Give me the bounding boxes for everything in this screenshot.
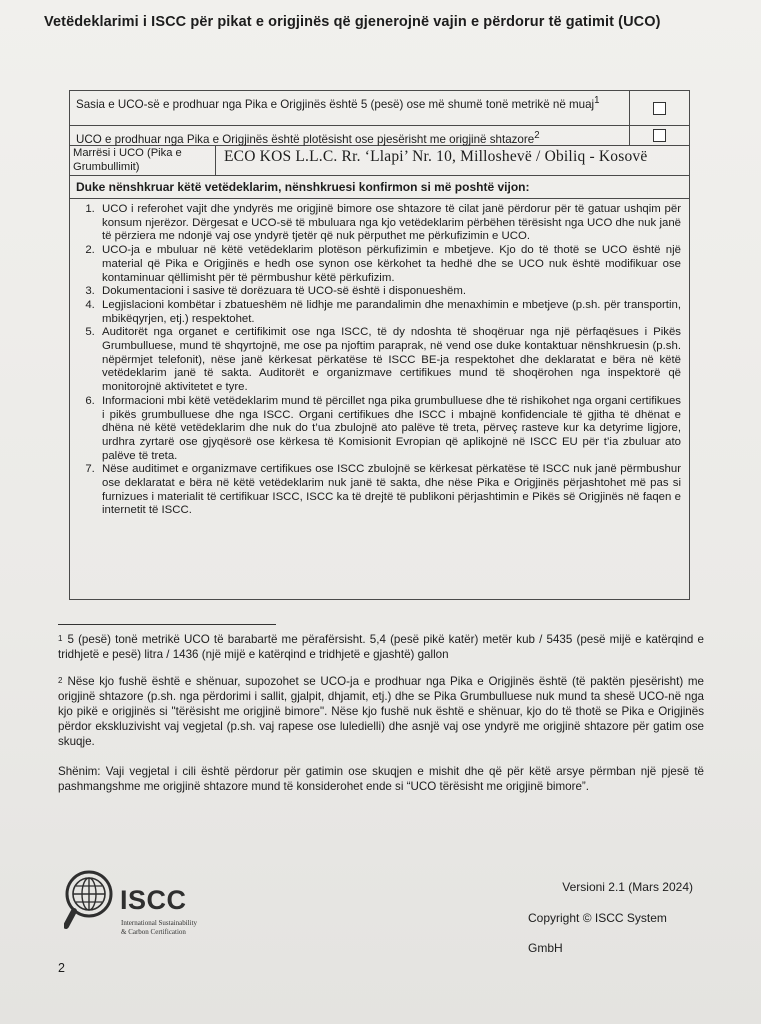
iscc-logo bbox=[64, 868, 214, 940]
magnifier-globe-icon bbox=[64, 868, 124, 938]
footnote-ref-2: 2 bbox=[534, 130, 540, 141]
collector-value-field[interactable]: ECO KOS L.L.C. Rr. ‘Llapi’ Nr. 10, Milloshevë / Obiliq - Kosovë bbox=[224, 148, 648, 165]
logo-wordmark: ISCC bbox=[120, 885, 187, 915]
list-item: 7. Nëse auditimet e organizmave certifikues ose ISCC zbulojnë se kërkesat përkatëse të ISCC nuk janë përmbushur ose deklaratat e bëra në këtë vetëdeklarim nuk janë të sakta, dhe nëse Pika e Origjinës përjashtohet më pas si furnizues i materialit të certifikuar ISCC, ISCC ka të drejtë të publikoni përjashtimin e Pikës së Origjinës në faqen e internetit të ISCC. bbox=[98, 463, 681, 518]
collector-row bbox=[70, 146, 689, 176]
footnote-2-text: Nëse kjo fushë është e shënuar, supozohet se UCO-ja e prodhuar nga Pika e Origjinës është (të paktën pjesërisht) me origjinë shtazore (p.sh. nga përdorimi i sallit, gjalpit, dhjamit, etj.) dhe se Pika Grumbulluese nuk mund ta shesë UCO-në nga kjo pikë e origjinës si "tërësisht me origjinë bimore". Nëse kjo fushë nuk është e shënuar, kjo do të thotë se Pika e Origjinës përdor ekskluzivisht vaj vegjetal (p.sh. vaj rapese ose luledielli) dhe asnjë vaj ose yndyrë me origjinë shtazore për gatim ose skuqje. bbox=[58, 675, 704, 748]
logo-subtitle-1: International Sustainability bbox=[121, 919, 198, 927]
collector-label: Marrësi i UCO (Pika e Grumbullimit) bbox=[70, 146, 216, 175]
question-row-1 bbox=[70, 91, 689, 126]
list-item: 4. Legjislacioni kombëtar i zbatueshëm në lidhje me parandalimin dhe menaxhimin e mbetjeve (p.sh. për transportin, mbikëqyrjen, etj.) respektohet. bbox=[98, 299, 681, 326]
company-suffix: GmbH bbox=[528, 941, 563, 955]
monthly-volume-checkbox[interactable] bbox=[653, 102, 666, 115]
footnote-separator bbox=[58, 624, 276, 625]
question-1 bbox=[70, 91, 630, 125]
footnote-1-mark: 1 bbox=[58, 634, 63, 643]
question-row-2 bbox=[70, 126, 689, 146]
note-paragraph: Shënim: Vaji vegjetal i cili është përdorur për gatimin ose skuqjen e mishit dhe që për këtë arsye përmban një pjesë të pashmangshme me origjinë shtazore mund të konsiderohet ende si “UCO tërësisht me origjinë bimore”. bbox=[58, 765, 704, 793]
list-item: 5. Auditorët nga organet e certifikimit ose nga ISCC, të dy ndoshta të shoqëruar nga një përfaqësues i Pikës Grumbulluese, mund të shqyrtojnë, me ose pa njoftim paraprak, në vend ose duke kontaktuar nënshkruesin (p.sh. nëpërmjet telefonit), nëse janë kërkesat përkatëse të ISCC BE-ja respektohet dhe deklaratat e bëra në këtë vetëdeklarim janë të sakta. Auditorët e organizmave certifikues mund të shoqërohen nga inspektorë që monitorojnë aktivitetet e tyre. bbox=[98, 326, 681, 395]
question-1-checkbox-cell bbox=[630, 91, 689, 125]
logo-subtitle-2: & Carbon Certification bbox=[121, 928, 186, 936]
footnote-ref-1: 1 bbox=[594, 95, 600, 106]
confirm-heading: Duke nënshkruar këtë vetëdeklarim, nënshkruesi konfirmon si më poshtë vijon: bbox=[76, 180, 530, 194]
document-title: Vetëdeklarimi i ISCC për pikat e origjinës që gjenerojnë vajin e përdorur të gatimit (UCO) bbox=[44, 14, 661, 30]
list-item: 6. Informacioni mbi këtë vetëdeklarim mund të përcillet nga pika grumbulluese dhe të rishikohet nga organi certifikues i pikës grumbulluese dhe nga ISCC. Organi certifikues dhe ISCC i mbajnë konfidenciale të gjitha të dhënat e dhëna në këtë vetëdeklarim dhe nuk do t’ua zbulojnë ato palëve të treta, përveç rasteve kur ka detyrime ligjore, urdhra zyrtarë ose gjyqësorë ose kërkesa të Komisionit Evropian që aplikojnë në ISCC EU për t’ia zbuluar ato palëve të treta. bbox=[98, 395, 681, 464]
question-2-checkbox-cell bbox=[630, 126, 689, 145]
list-item: 1. UCO i referohet vajit dhe yndyrës me origjinë bimore ose shtazore të cilat janë përdorur për të gatuar ushqim për konsum njerëzor. Dërgesat e UCO-së të mbuluara nga kjo vetëdeklarim përbëhen tërësisht nga UCO dhe nuk janë të përziera me ndonjë vaj ose yndyrë tjetër që nuk përputhet me përkufizimin e UCO. bbox=[98, 203, 681, 244]
footnote-2-mark: 2 bbox=[58, 676, 63, 685]
confirmation-list bbox=[81, 203, 681, 518]
page-number: 2 bbox=[58, 961, 65, 975]
declaration-form bbox=[69, 90, 690, 600]
question-2 bbox=[70, 126, 630, 145]
version-label: Versioni 2.1 (Mars 2024) bbox=[562, 880, 693, 894]
list-item: 2. UCO-ja e mbuluar në këtë vetëdeklarim plotëson përkufizimin e mbetjeve. Kjo do të thotë se UCO është një material që Pika e Origjinës e hedh ose synon ose kërkohet ta hedhë dhe se UCO nuk është modifikuar ose kontaminuar qëllimisht për të përmbushur këtë përkufizim. bbox=[98, 244, 681, 285]
footnote-2 bbox=[58, 674, 704, 749]
question-2-text: UCO e prodhuar nga Pika e Origjinës është plotësisht ose pjesërisht me origjinë shtazore bbox=[76, 132, 535, 146]
question-1-text: Sasia e UCO-së e prodhuar nga Pika e Origjinës është 5 (pesë) ose më shumë tonë metrikë në muaj bbox=[76, 97, 595, 111]
animal-origin-checkbox[interactable] bbox=[653, 129, 666, 142]
copyright-label: Copyright © ISCC System bbox=[528, 911, 667, 925]
confirm-items-row bbox=[70, 199, 689, 599]
confirm-heading-row bbox=[70, 176, 689, 199]
list-item: 3. Dokumentacioni i sasive të dorëzuara të UCO-së është i disponueshëm. bbox=[98, 285, 681, 299]
footnote-1-text: 5 (pesë) tonë metrikë UCO të barabartë me përafërsisht. 5,4 (pesë pikë katër) metër kub / 5435 (pesë mijë e katërqind e tridhjetë e pesë) litra / 1436 (një mijë e katërqind e tridhjetë e gjashtë) gallon bbox=[58, 633, 704, 661]
footnote-1 bbox=[58, 632, 704, 662]
